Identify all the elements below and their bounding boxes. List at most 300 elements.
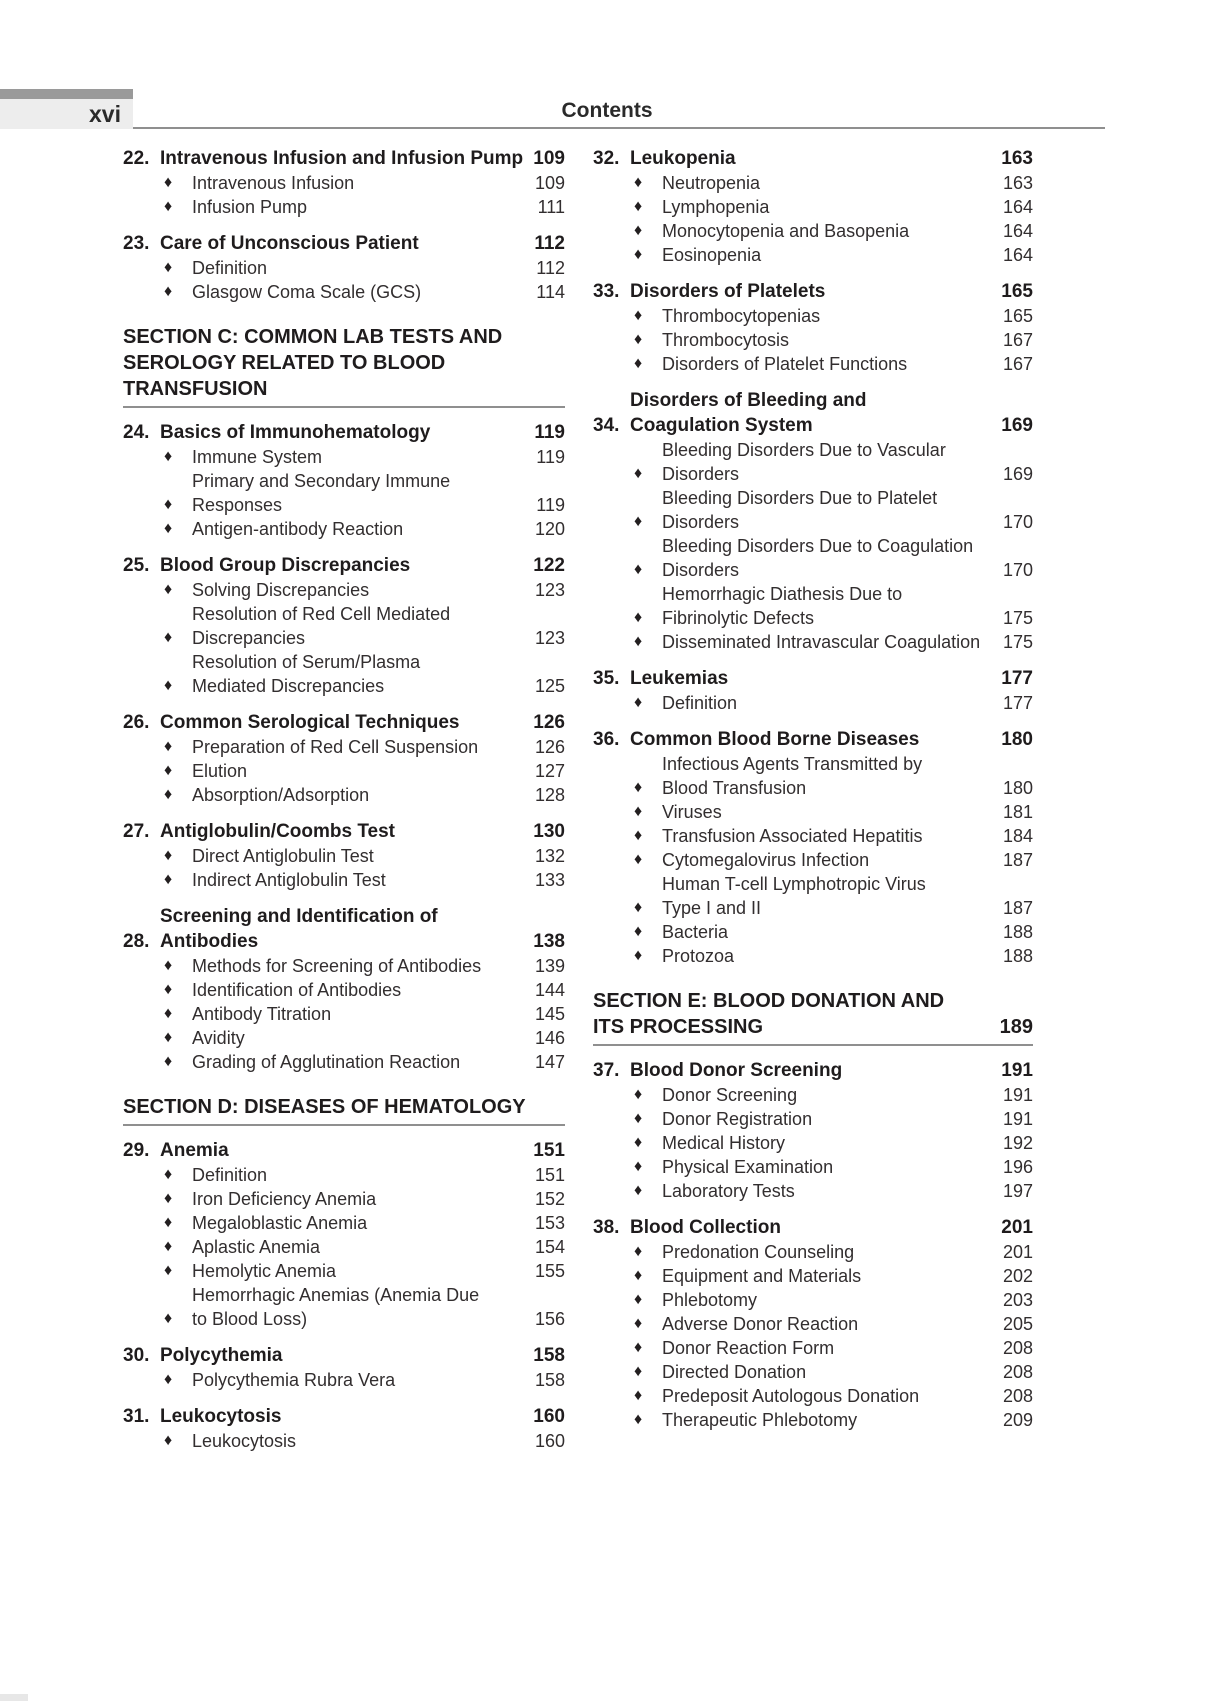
item-page-number: 201 <box>1002 1242 1033 1262</box>
item-label: Infectious Agents Transmitted by Blood Transfusion <box>662 754 923 798</box>
chapter-title-row <box>123 553 565 578</box>
toc-column-right <box>593 146 1033 1453</box>
item-page-number: 181 <box>1002 802 1033 822</box>
item-page-number: 187 <box>1002 898 1033 918</box>
diamond-bullet-icon: ♦ <box>634 1387 643 1404</box>
chapter-entry <box>123 904 565 1074</box>
chapter-entry <box>593 666 1033 715</box>
toc-item <box>123 868 565 892</box>
diamond-bullet-icon: ♦ <box>164 174 173 191</box>
item-label: Physical Examination <box>662 1157 834 1177</box>
diamond-bullet-icon: ♦ <box>164 762 173 779</box>
item-label: Hemorrhagic Diathesis Due to Fibrinolytic Defects <box>662 584 903 628</box>
item-page-number: 170 <box>1002 512 1033 532</box>
toc-item <box>593 1408 1033 1432</box>
item-page-number: 163 <box>1002 173 1033 193</box>
item-page-number: 175 <box>1002 608 1033 628</box>
chapter-title-row <box>593 388 1033 438</box>
item-label: Methods for Screening of Antibodies <box>192 956 482 976</box>
section-heading <box>123 324 565 408</box>
section-heading <box>123 1094 565 1126</box>
item-page-number: 167 <box>1002 330 1033 350</box>
chapter-number: 24. <box>123 422 150 443</box>
chapter-number: 35. <box>593 668 620 689</box>
toc-item <box>593 872 1033 920</box>
chapter-title: Polycythemia <box>160 1345 283 1366</box>
item-page-number: 180 <box>1002 778 1033 798</box>
toc-item <box>123 171 565 195</box>
toc-item <box>593 630 1033 654</box>
chapter-page-number: 151 <box>533 1140 565 1161</box>
chapter-page-number: 119 <box>534 422 565 443</box>
item-label: Thrombocytosis <box>662 330 790 350</box>
diamond-bullet-icon: ♦ <box>634 827 643 844</box>
diamond-bullet-icon: ♦ <box>634 1411 643 1428</box>
item-page-number: 154 <box>534 1237 565 1257</box>
chapter-number: 26. <box>123 712 150 733</box>
chapter-title-row <box>593 1215 1033 1240</box>
diamond-bullet-icon: ♦ <box>164 847 173 864</box>
item-label: Therapeutic Phlebotomy <box>662 1410 858 1430</box>
toc-item <box>593 304 1033 328</box>
diamond-bullet-icon: ♦ <box>164 1238 173 1255</box>
item-page-number: 167 <box>1002 354 1033 374</box>
section-rule <box>123 406 565 408</box>
diamond-bullet-icon: ♦ <box>634 513 643 530</box>
item-page-number: 208 <box>1002 1362 1033 1382</box>
item-page-number: 187 <box>1002 850 1033 870</box>
item-label: Resolution of Red Cell Mediated Discrepancies <box>192 604 451 648</box>
item-label: Avidity <box>192 1028 245 1048</box>
diamond-bullet-icon: ♦ <box>634 1182 643 1199</box>
diamond-bullet-icon: ♦ <box>634 947 643 964</box>
toc-item <box>593 352 1033 376</box>
chapter-entry <box>593 1215 1033 1432</box>
item-label: Viruses <box>662 802 722 822</box>
chapter-entry <box>593 727 1033 968</box>
toc-item <box>593 1131 1033 1155</box>
chapter-title-row <box>593 1058 1033 1083</box>
diamond-bullet-icon: ♦ <box>164 629 173 646</box>
item-label: Laboratory Tests <box>662 1181 795 1201</box>
diamond-bullet-icon: ♦ <box>164 1214 173 1231</box>
chapter-title: Leukocytosis <box>160 1406 282 1427</box>
section-page-number: 189 <box>999 1016 1033 1038</box>
toc-item <box>123 1002 565 1026</box>
item-label: Human T-cell Lymphotropic Virus Type I and II <box>662 874 926 918</box>
chapter-title: Antiglobulin/Coombs Test <box>160 821 396 842</box>
chapter-entry <box>123 1138 565 1331</box>
chapter-entry <box>123 553 565 698</box>
toc-item <box>593 1312 1033 1336</box>
chapter-page-number: 138 <box>533 931 565 952</box>
chapter-title: Blood Group Discrepancies <box>160 555 411 576</box>
item-page-number: 164 <box>1002 221 1033 241</box>
item-label: Megaloblastic Anemia <box>192 1213 368 1233</box>
item-page-number: 114 <box>536 282 565 302</box>
toc-item <box>123 783 565 807</box>
chapter-number: 34. <box>593 415 620 436</box>
item-page-number: 119 <box>536 495 565 515</box>
item-page-number: 152 <box>534 1189 565 1209</box>
toc-item <box>593 691 1033 715</box>
item-label: Transfusion Associated Hepatitis <box>662 826 923 846</box>
diamond-bullet-icon: ♦ <box>634 851 643 868</box>
diamond-bullet-icon: ♦ <box>634 1339 643 1356</box>
diamond-bullet-icon: ♦ <box>634 694 643 711</box>
chapter-page-number: 201 <box>1001 1217 1033 1238</box>
diamond-bullet-icon: ♦ <box>164 1029 173 1046</box>
chapter-page-number: 126 <box>533 712 565 733</box>
toc-item <box>123 954 565 978</box>
item-label: Eosinopenia <box>662 245 762 265</box>
item-page-number: 188 <box>1002 922 1033 942</box>
toc-item <box>593 1179 1033 1203</box>
toc-item <box>123 978 565 1002</box>
header-rule <box>133 127 1105 129</box>
item-label: Bleeding Disorders Due to Vascular Disorders <box>662 440 946 484</box>
chapter-title-row <box>123 1343 565 1368</box>
item-label: Bacteria <box>662 922 729 942</box>
item-label: Indirect Antiglobulin Test <box>192 870 386 890</box>
chapter-title-row <box>123 819 565 844</box>
diamond-bullet-icon: ♦ <box>164 1310 173 1327</box>
chapter-title: Disorders of Platelets <box>630 281 826 302</box>
diamond-bullet-icon: ♦ <box>634 923 643 940</box>
toc-item <box>593 944 1033 968</box>
toc-item <box>123 1283 565 1331</box>
toc-item <box>593 534 1033 582</box>
item-page-number: 170 <box>1002 560 1033 580</box>
diamond-bullet-icon: ♦ <box>634 174 643 191</box>
item-page-number: 202 <box>1002 1266 1033 1286</box>
chapter-page-number: 180 <box>1001 729 1033 750</box>
toc-item <box>123 1211 565 1235</box>
toc-item <box>123 1235 565 1259</box>
item-page-number: 123 <box>534 580 565 600</box>
item-label: Equipment and Materials <box>662 1266 862 1286</box>
item-label: Predeposit Autologous Donation <box>662 1386 920 1406</box>
diamond-bullet-icon: ♦ <box>164 677 173 694</box>
item-page-number: 125 <box>534 676 565 696</box>
item-page-number: 175 <box>1002 632 1033 652</box>
chapter-page-number: 165 <box>1001 281 1033 302</box>
toc-item <box>593 243 1033 267</box>
toc-item <box>593 328 1033 352</box>
diamond-bullet-icon: ♦ <box>164 1371 173 1388</box>
section-heading-row <box>123 1094 565 1120</box>
toc-item <box>123 1050 565 1074</box>
item-page-number: 145 <box>534 1004 565 1024</box>
item-label: Polycythemia Rubra Vera <box>192 1370 396 1390</box>
diamond-bullet-icon: ♦ <box>634 1267 643 1284</box>
chapter-title: Basics of Immunohematology <box>160 422 431 443</box>
chapter-entry <box>123 146 565 219</box>
item-label: Bleeding Disorders Due to Platelet Disorders <box>662 488 938 532</box>
item-page-number: 120 <box>534 519 565 539</box>
item-page-number: 208 <box>1002 1338 1033 1358</box>
toc-item <box>123 650 565 698</box>
item-label: Primary and Secondary Immune Responses <box>192 471 451 515</box>
toc-item <box>123 759 565 783</box>
chapter-title-row <box>593 727 1033 752</box>
item-label: Elution <box>192 761 248 781</box>
item-page-number: 169 <box>1002 464 1033 484</box>
toc-item <box>593 920 1033 944</box>
item-page-number: 126 <box>534 737 565 757</box>
item-page-number: 184 <box>1002 826 1033 846</box>
chapter-number: 38. <box>593 1217 620 1238</box>
diamond-bullet-icon: ♦ <box>164 283 173 300</box>
chapter-title: Care of Unconscious Patient <box>160 233 419 254</box>
item-label: Definition <box>192 258 268 278</box>
diamond-bullet-icon: ♦ <box>634 899 643 916</box>
item-page-number: 139 <box>534 956 565 976</box>
toc-item <box>123 844 565 868</box>
diamond-bullet-icon: ♦ <box>164 448 173 465</box>
chapter-entry <box>123 1343 565 1392</box>
chapter-title-row <box>593 666 1033 691</box>
item-page-number: 123 <box>534 628 565 648</box>
chapter-title-row <box>123 231 565 256</box>
toc-item <box>593 752 1033 800</box>
diamond-bullet-icon: ♦ <box>634 1110 643 1127</box>
chapter-entry <box>123 231 565 304</box>
chapter-page-number: 122 <box>533 555 565 576</box>
chapter-title: Blood Collection <box>630 1217 781 1238</box>
diamond-bullet-icon: ♦ <box>164 786 173 803</box>
item-page-number: 164 <box>1002 197 1033 217</box>
item-label: Identification of Antibodies <box>192 980 402 1000</box>
toc-item <box>123 578 565 602</box>
toc-item <box>593 1264 1033 1288</box>
item-page-number: 111 <box>537 197 565 217</box>
section-rule <box>593 1044 1033 1046</box>
section-title: SECTION C: COMMON LAB TESTS AND SEROLOGY RELATED TO BLOOD TRANSFUSION <box>123 326 503 400</box>
toc-item <box>123 1026 565 1050</box>
chapter-title: Screening and Identification of Antibodies <box>160 906 438 952</box>
section-title: SECTION E: BLOOD DONATION AND ITS PROCESSING <box>593 990 945 1038</box>
diamond-bullet-icon: ♦ <box>164 198 173 215</box>
chapter-title: Anemia <box>160 1140 229 1161</box>
item-label: Absorption/Adsorption <box>192 785 370 805</box>
toc-item <box>123 1163 565 1187</box>
item-label: Infusion Pump <box>192 197 308 217</box>
item-label: Glasgow Coma Scale (GCS) <box>192 282 422 302</box>
chapter-title-row <box>123 1404 565 1429</box>
item-page-number: 158 <box>534 1370 565 1390</box>
diamond-bullet-icon: ♦ <box>634 633 643 650</box>
item-page-number: 191 <box>1002 1109 1033 1129</box>
diamond-bullet-icon: ♦ <box>634 1363 643 1380</box>
item-label: Grading of Agglutination Reaction <box>192 1052 461 1072</box>
chapter-title-row <box>123 710 565 735</box>
chapter-page-number: 109 <box>533 148 565 169</box>
diamond-bullet-icon: ♦ <box>634 561 643 578</box>
item-label: Directed Donation <box>662 1362 807 1382</box>
chapter-title-row <box>123 904 565 954</box>
chapter-number: 27. <box>123 821 150 842</box>
toc-item <box>593 1336 1033 1360</box>
chapter-entry <box>123 819 565 892</box>
chapter-number: 33. <box>593 281 620 302</box>
chapter-page-number: 177 <box>1001 668 1033 689</box>
chapter-title: Common Serological Techniques <box>160 712 460 733</box>
chapter-page-number: 160 <box>533 1406 565 1427</box>
toc-item <box>593 1107 1033 1131</box>
item-page-number: 156 <box>534 1309 565 1329</box>
chapter-title: Leukemias <box>630 668 729 689</box>
diamond-bullet-icon: ♦ <box>634 307 643 324</box>
diamond-bullet-icon: ♦ <box>634 198 643 215</box>
item-page-number: 155 <box>534 1261 565 1281</box>
toc-item <box>593 1155 1033 1179</box>
diamond-bullet-icon: ♦ <box>164 738 173 755</box>
toc-item <box>123 280 565 304</box>
chapter-title: Disorders of Bleeding and Coagulation System <box>630 390 867 436</box>
chapter-title: Common Blood Borne Diseases <box>630 729 920 750</box>
item-label: Leukocytosis <box>192 1431 297 1451</box>
chapter-number: 30. <box>123 1345 150 1366</box>
toc-item <box>123 1429 565 1453</box>
item-page-number: 128 <box>534 785 565 805</box>
toc-item <box>123 1187 565 1211</box>
item-label: Disseminated Intravascular Coagulation <box>662 632 981 652</box>
chapter-title: Blood Donor Screening <box>630 1060 843 1081</box>
chapter-number: 32. <box>593 148 620 169</box>
item-page-number: 109 <box>534 173 565 193</box>
item-page-number: 196 <box>1002 1157 1033 1177</box>
chapter-number: 37. <box>593 1060 620 1081</box>
item-page-number: 151 <box>534 1165 565 1185</box>
chapter-number: 22. <box>123 148 150 169</box>
item-page-number: 133 <box>534 870 565 890</box>
toc-item <box>593 219 1033 243</box>
chapter-number: 23. <box>123 233 150 254</box>
item-label: Definition <box>662 693 738 713</box>
toc-item <box>123 517 565 541</box>
section-rule <box>123 1124 565 1126</box>
chapter-entry <box>593 279 1033 376</box>
item-page-number: 177 <box>1002 693 1033 713</box>
item-label: Donor Registration <box>662 1109 813 1129</box>
chapter-title-row <box>123 1138 565 1163</box>
item-page-number: 197 <box>1002 1181 1033 1201</box>
item-page-number: 164 <box>1002 245 1033 265</box>
item-page-number: 146 <box>534 1028 565 1048</box>
chapter-entry <box>123 710 565 807</box>
item-label: Antibody Titration <box>192 1004 332 1024</box>
toc-column-left <box>123 146 565 1453</box>
item-label: Immune System <box>192 447 323 467</box>
item-label: Preparation of Red Cell Suspension <box>192 737 479 757</box>
item-page-number: 203 <box>1002 1290 1033 1310</box>
chapter-title-row <box>593 146 1033 171</box>
item-page-number: 192 <box>1002 1133 1033 1153</box>
toc-columns <box>123 146 1033 1453</box>
toc-item <box>593 824 1033 848</box>
item-page-number: 119 <box>536 447 565 467</box>
diamond-bullet-icon: ♦ <box>164 1190 173 1207</box>
diamond-bullet-icon: ♦ <box>634 779 643 796</box>
page-title: Contents <box>561 99 653 122</box>
section-heading-row <box>123 324 565 402</box>
diamond-bullet-icon: ♦ <box>164 520 173 537</box>
diamond-bullet-icon: ♦ <box>634 1134 643 1151</box>
item-label: Adverse Donor Reaction <box>662 1314 859 1334</box>
chapter-page-number: 130 <box>533 821 565 842</box>
item-label: Solving Discrepancies <box>192 580 370 600</box>
chapter-page-number: 163 <box>1001 148 1033 169</box>
item-page-number: 153 <box>534 1213 565 1233</box>
chapter-title: Intravenous Infusion and Infusion Pump <box>160 148 524 169</box>
item-page-number: 191 <box>1002 1085 1033 1105</box>
chapter-page-number: 191 <box>1001 1060 1033 1081</box>
diamond-bullet-icon: ♦ <box>634 246 643 263</box>
item-page-number: 127 <box>534 761 565 781</box>
toc-item <box>593 1083 1033 1107</box>
chapter-number: 31. <box>123 1406 150 1427</box>
item-page-number: 132 <box>534 846 565 866</box>
item-label: Phlebotomy <box>662 1290 758 1310</box>
diamond-bullet-icon: ♦ <box>634 1243 643 1260</box>
item-label: Iron Deficiency Anemia <box>192 1189 377 1209</box>
chapter-number: 36. <box>593 729 620 750</box>
item-page-number: 209 <box>1002 1410 1033 1430</box>
item-label: Intravenous Infusion <box>192 173 355 193</box>
chapter-number: 25. <box>123 555 150 576</box>
item-label: Cytomegalovirus Infection <box>662 850 870 870</box>
item-page-number: 165 <box>1002 306 1033 326</box>
toc-item <box>593 582 1033 630</box>
item-label: Predonation Counseling <box>662 1242 855 1262</box>
item-label: Bleeding Disorders Due to Coagulation Disorders <box>662 536 974 580</box>
item-label: Protozoa <box>662 946 735 966</box>
chapter-page-number: 158 <box>533 1345 565 1366</box>
diamond-bullet-icon: ♦ <box>164 957 173 974</box>
toc-item <box>593 800 1033 824</box>
section-title: SECTION D: DISEASES OF HEMATOLOGY <box>123 1096 526 1118</box>
diamond-bullet-icon: ♦ <box>164 1432 173 1449</box>
chapter-entry <box>123 1404 565 1453</box>
item-label: Monocytopenia and Basopenia <box>662 221 910 241</box>
toc-item <box>593 486 1033 534</box>
item-label: Hemorrhagic Anemias (Anemia Due to Blood Loss) <box>192 1285 480 1329</box>
diamond-bullet-icon: ♦ <box>164 981 173 998</box>
toc-item <box>123 195 565 219</box>
item-label: Disorders of Platelet Functions <box>662 354 908 374</box>
chapter-entry <box>593 146 1033 267</box>
item-label: Lymphopenia <box>662 197 770 217</box>
toc-item <box>123 602 565 650</box>
item-page-number: 144 <box>534 980 565 1000</box>
chapter-title-row <box>593 279 1033 304</box>
diamond-bullet-icon: ♦ <box>164 259 173 276</box>
item-label: Donor Reaction Form <box>662 1338 835 1358</box>
toc-item <box>593 1288 1033 1312</box>
chapter-number: 29. <box>123 1140 150 1161</box>
toc-item <box>593 1384 1033 1408</box>
item-page-number: 147 <box>534 1052 565 1072</box>
chapter-title-row <box>123 420 565 445</box>
chapter-entry <box>123 420 565 541</box>
diamond-bullet-icon: ♦ <box>634 465 643 482</box>
item-label: Antigen-antibody Reaction <box>192 519 404 539</box>
diamond-bullet-icon: ♦ <box>164 1262 173 1279</box>
diamond-bullet-icon: ♦ <box>634 331 643 348</box>
diamond-bullet-icon: ♦ <box>634 222 643 239</box>
item-label: Direct Antiglobulin Test <box>192 846 374 866</box>
